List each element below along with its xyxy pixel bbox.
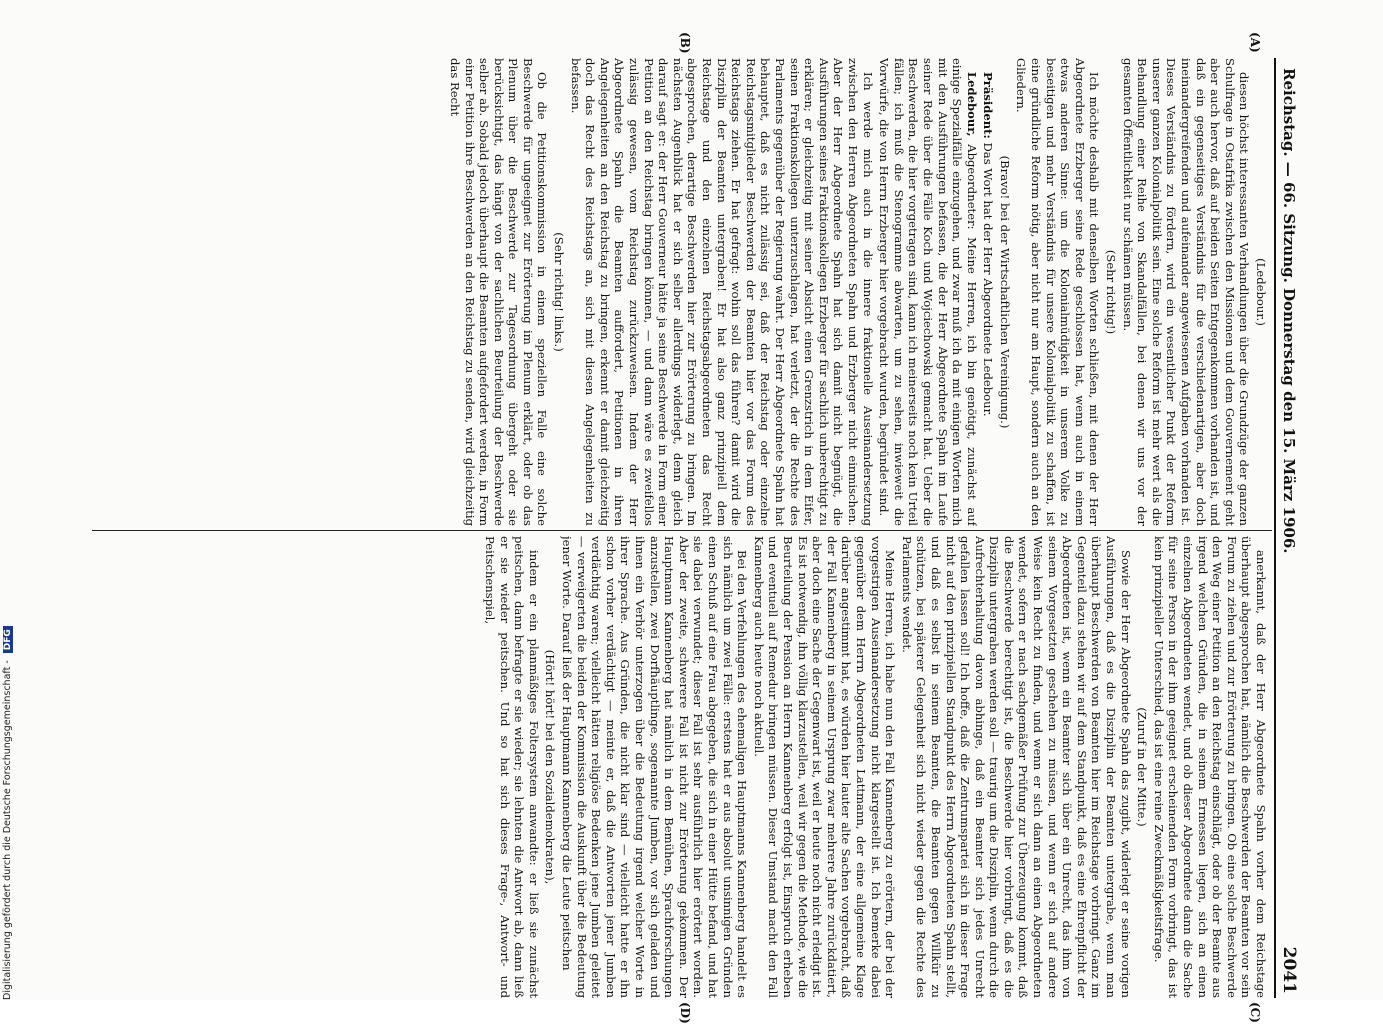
paragraph [447,58,549,526]
paragraph [483,536,541,998]
interjection [1103,58,1118,526]
paragraph [877,58,979,526]
digitization-credit [2,626,13,1000]
interjection [997,58,1012,526]
interjection [1135,536,1150,998]
interjection [552,58,567,526]
paragraph-text: anerkannt, daß der Herr Abgeordnete Spahn vorher dem Reichstage überhaupt abgesprochen hat, nämlich die Beschwerden der Beamten vor sein Forum zu ziehen und zur Erörterung zu bringen. Ob eine solche Beschwerde den Weg einer Petition an den Reichstag einschlägt, oder ob der Beamte aus irgend welchen Gründen, die in seinem Ermessen liegen, sich an einen einzelnen Abgeordneten wendet, und ob dieser Abgeordnete dann die Sache für seine Person in der ihm geeignet erscheinenden Form vorbringt, das ist kein prinzipieller Unterschied, das ist eine reine Zweckmäßigkeitsfrage. [1151,536,1268,998]
credit-text: Digitalisierung gefördert durch die Deutsche Forschungsgemeinschaft - [2,660,13,1000]
page-number: 2041 [1279,946,1299,994]
paragraph-text: Ich möchte deshalb mit denselben Worten schließen, mit denen der Herr Abgeordnete Erzberger seine Rede geschlossen hat, wenn auch in einem etwas anderen Sinne: um die Kolonialmüdigkeit in unserem Volke zu beseitigen und mehr Verständnis für unsere Kolonialpolitik zu schaffen, ist eine gründliche Reform nötig, aber nicht nur am Haupt, sondern auch an den Gliedern. [1014,58,1102,526]
paragraph-text: Ich werde mich auch in die innere fraktionelle Auseinandersetzung zwischen den Herren Abgeordneten Spahn und Erzberger nicht einmischen. Aber der Herr Abgeordnete Spahn hat sich damit nicht begnügt, die Ausführungen seines Fraktionskollegen Erzberger für sachlich unberechtigt zu erklären; er gleichzeitig mit seiner Absicht einen Grenzstrich in dem Eifer, seinen Fraktionskollegen unterzuschlagen, hat verletzt, der die Rechte des Parlaments gegenüber der Regierung wahrt. Der Herr Abgeordnete Spahn hat behauptet, daß es nicht zulässig sei, daß der Reichstag oder einzelne Reichstagsmitglieder Beschwerden der Beamten hier vor das Forum des Reichstags ziehen. Er hat gefragt: wohin soll das führen? damit wird die Disziplin der Beamten untergraben! Er hat also ganz prinzipiell dem Reichstage und den einzelnen Reichstagsabgeordneten das Recht abgesprochen, derartige Beschwerden hier zur Erörterung zu bringen. Im nächsten Augenblick hat er sich selber allerdings widerlegt, denn gleich darauf sagt er: der Herr Gouverneur hätte ja seine Beschwerde in Form einer Petition an den Reichstag bringen können, — und dann wäre es zweifellos zulässig gewesen, vom Reichstag zurückzuweisen. Indem der Herr Abgeordnete Spahn die Beamten auffordert, Petitionen in ihren Angelegenheiten an den Reichstag zu bringen, erkennt er damit gleichzeitig doch das Recht des Reichstags an, sich mit diesen Angelegenheiten zu befassen. [568,58,875,526]
paragraph-text: diesen höchst interessanten Verhandlungen über die Grundzüge der ganzen Schulfrage in Ostafrika zwischen den Missionen und dem Gouvernement geht aber auch hervor, daß auf beiden Seiten Entgegenkommen vorhanden ist, und daß ein gegenseitiges Verständnis für die verschiedenartigen, aber doch ineinandergreifenden und aufeinander angewiesenen Aufgaben vorhanden ist. Dieses Verständnis zu fördern, wird ein wesentlicher Punkt der Reform unserer ganzen Kolonialpolitik sein. Eine solche Reform ist mehr wert als die Behandlung einer Reihe von Skandalfällen, bei denen wir uns vor der gesamten Öffentlichkeit nur schämen müssen. [1120,58,1252,526]
paragraph-text: Das Wort hat der Herr Abgeordnete Ledebour. [981,138,996,417]
paragraph-text: Meine Herren, ich habe nun den Fall Kannenberg zu erörtern, der bei der vorgestrigen Auseinandersetzung nicht klargestellt ist. Ich bemerke dabei gegenüber dem Herrn Abgeordneten Lattmann, der eine allgemeine Klage darüber angestimmt hat, es würden hier lauter alte Sachen vorgebracht, daß der Fall Kannenberg in seinem Ursprung zwar mehrere Jahre zurückdatiert, aber doch eine Sache der Gegenwart ist, weil er heute noch nicht erledigt ist. Es ist notwendig, ihn völlig klarzustellen, weil wir gegen die Methode, wie die Beurteilung der Pension an Herrn Kannenberg erfolgt ist, Einspruch erheben und eventuell auf Remedur bringen müssen. Dieser Umstand macht den Fall Kannenberg auch heute noch aktuell. [751,536,898,998]
paragraph-text: (Sehr richtig!) [1104,249,1119,335]
interjection [543,536,558,998]
page-header [1274,58,1302,998]
margin-marker-d: (D) [678,1002,692,1024]
paragraph-text: (Ledebour.) [1254,258,1268,326]
speaker-name: Präsident: [981,72,996,139]
paragraph [568,58,874,526]
paragraph-text: (Zuruf in der Mitte.) [1135,707,1150,827]
margin-marker-a: (A) [1248,32,1262,53]
speaker-name: Ledebour, [964,72,979,137]
paragraph-text: Sowie der Herr Abgeordnete Spahn das zugibt, widerlegt er seine vorigen Ausführungen, daß es die Disziplin der Beamten untergrabe, wenn man überhaupt Beschwerden von Beamten hier im Reichstage vorbringt. Ganz im Gegenteil dazu stehen wir auf dem Standpunkt, daß es eine Ehrenpflicht der Abgeordneten ist, wenn ein Beamter sich über ein Unrecht, das ihm von seinem Vorgesetzten geschehen zu müssen, und wenn er sich auf andere Weise kein Recht zu finden, und wenn er sich dann an einen Abgeordneten wendet, sofern er nach sachgemäßer Prüfung zur Überzeugung kommt, daß die Beschwerde berechtigt ist, die Beschwerde hier vorbringt, daß es die Disziplin untergraben werden soll — traurig um die Disziplin, wenn durch die Aufrechterhaltung davon abhinge, daß ein Beamter sich jedes Unrecht gefallen lassen soll! Ich hoffe, daß die Zentrumspartei sich in dieser Frage nicht auf den prinzipiellen Standpunkt des Herrn Abgeordneten Spahn stellt, und daß es selbst in seinem Beamten, die Beamten gegen Willkür zu schützen, bei späterer Gelegenheit sich nicht wieder gegen die Rechte des Parlaments wendet. [899,536,1133,998]
paragraph [1120,58,1251,526]
dfg-logo: DFG [3,626,13,653]
paragraph [981,58,996,526]
column-divider [92,530,1272,531]
margin-marker-b: (B) [678,32,692,54]
header-title: Reichstag. — 66. Sitzung. Donnerstag den 15. März 1906. [1280,68,1298,554]
rotated-newspaper-page [87,32,1302,1024]
paragraph-text: Bei den Verfehlungen des ehemaligen Hauptmanns Kannenberg handelt es sich nämlich um zwei Fälle: erstens hat er aus absolut unsinnigen Gründen einen Schuß auf eine Frau abgegeben, die sich in einer Hütte befand, und hat sie dabei verwundet; dieser Fall ist sehr ausführlich hier erörtert worden. Aber der zweite, schwerere Fall ist nicht zur Erörterung gekommen. Der Hauptmann Kannenberg hat nämlich in dem Bemühen, Sprachforschungen anzustellen, zwei Dorfhäuptlinge, sogenannte Jumben, vor sich geladen und ihnen ein Verhör unterzogen über die Bedeutung irgend welcher Worte in ihrer Sprache. Aus Gründen, die nicht klar sind — vielleicht hatte er ihn schon vorher verdächtigt — meinte er, daß die Antworten jener Jumben verdächtig waren; vielleicht hätten religiöse Bedenken jene Jumben geleitet — verweigerten die beiden der Kommission die Auskunft über die Bedeutung jener Worte. Darauf ließ der Hauptmann Kannenberg die Leute peitschen [560,536,750,998]
paragraph-text: (Hört! hört! bei den Sozialdemokraten), [543,649,558,885]
left-column [98,58,1268,526]
right-column [98,536,1268,998]
paragraph [560,536,750,998]
paragraph [751,536,897,998]
paragraph [1151,536,1268,998]
paragraph-text: Ob die Petitionskommission in einem speziellen Falle eine solche Beschwerde für ungeeignet zur Erörterung im Plenum erklärt, oder ob das Plenum über die Beschwerde zur Tagesordnung übergeht oder sie berücksichtigt, das hängt von der sachlichen Beurteilung der Beschwerde selber ab. Sobald jedoch überhaupt die Beamten aufgefordert werden, in Form einer Petition ihre Beschwerden an den Reichstag zu senden, wird gleichzeitig das Recht [447,58,550,526]
paragraph-text: (Bravo! bei der Wirtschaftlichen Vereinigung.) [997,155,1012,429]
paragraph-text: (Sehr richtig! links.) [552,232,567,352]
margin-marker-c: (C) [1248,1002,1262,1023]
paragraph [899,536,1133,998]
paragraph-text: Abgeordneter: Meine Herren, ich bin genötigt, zunächst auf einige Spezialfälle einzugehen, und zwar muß ich da mit einigen Worten mich mit den Ausführungen befassen, die der Herr Abgeordnete Spahn im Laufe seiner Rede über die Fälle Koch und Wojciechowski gemacht hat. Ueber die Beschwerden, die hier vorgetragen sind, kann ich meinerseits noch kein Urteil fällen; ich muß die Stenogramme abwarten, um zu sehen, inwieweit die Vorwürfe, die von Herrn Erzberger hier vorgebracht wurden, begründet sind. [877,58,979,526]
paragraph-text: indem er ein planmäßiges Foltersystem anwandte: er ließ sie zunächst peitschen, dann befragte er sie wieder; sie lehnten die Antwort ab, dann ließ er sie wieder peitschen. Und so hat sich dieses Frage-, Antwort- und Peitschenspiel, [483,536,541,998]
interjection [1253,58,1268,526]
paragraph [1014,58,1102,526]
